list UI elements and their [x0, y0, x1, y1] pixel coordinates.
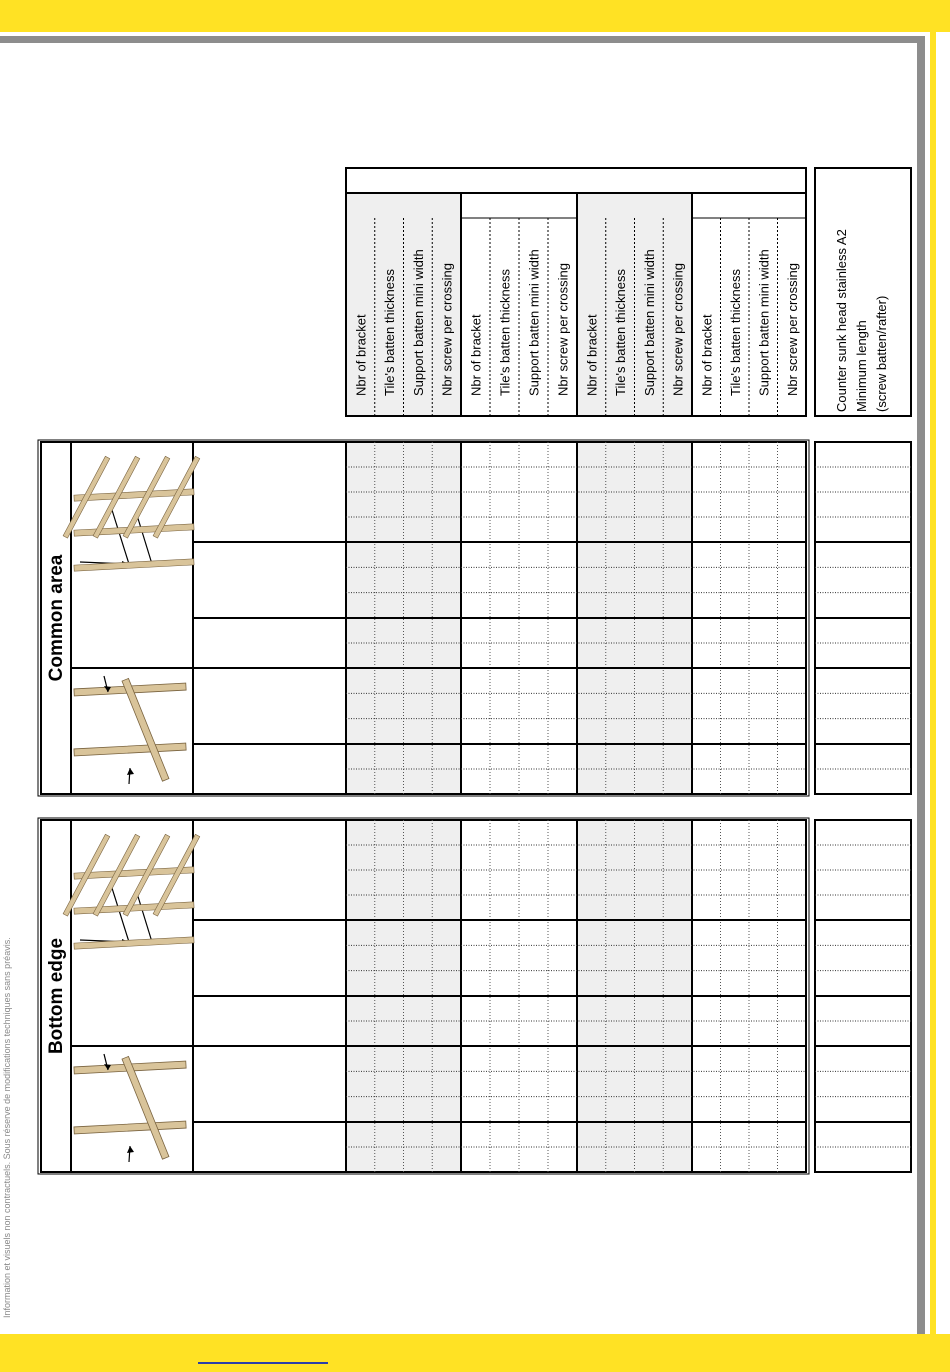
column-header-label: Tile's batten thickness [727, 268, 743, 396]
section-title: Bottom edge [46, 937, 67, 1055]
column-header-label: Nbr screw per crossing [439, 263, 455, 396]
disclaimer-text: Information et visuels non contractuels. Sous réserve de modifications techniques sans préavis. [2, 937, 12, 1318]
column-header-label: Tile's batten thickness [497, 268, 513, 396]
batten-grid-illustration [63, 456, 200, 571]
batten-crossing-illustration [74, 1054, 186, 1162]
column-header-label: Nbr screw per crossing [670, 263, 686, 396]
column-header-label: Tile's batten thickness [613, 268, 629, 396]
screw-note-line2: Minimum length [854, 320, 869, 412]
section-bottom-edge [38, 818, 911, 1174]
column-header-label: Nbr screw per crossing [784, 263, 800, 396]
column-header-label: Support batten mini width [641, 249, 657, 396]
section-title: Common area [46, 554, 67, 682]
column-header-label: Nbr of bracket [468, 314, 484, 396]
column-header-label: Nbr screw per crossing [555, 263, 571, 396]
section-common-area [38, 440, 911, 796]
screw-note-line3: (screw batten/rafter) [874, 295, 889, 412]
column-header-label: Support batten mini width [526, 249, 542, 396]
column-header-block [346, 168, 806, 416]
column-header-label: Nbr of bracket [353, 314, 369, 396]
batten-crossing-illustration [74, 676, 186, 784]
batten-grid-illustration [63, 834, 200, 949]
column-header-label: Nbr of bracket [584, 314, 600, 396]
column-header-label: Tile's batten thickness [382, 268, 398, 396]
column-header-label: Support batten mini width [410, 249, 426, 396]
column-header-label: Support batten mini width [756, 249, 772, 396]
column-header-label: Nbr of bracket [699, 314, 715, 396]
screw-note-line1: Counter sunk head stainless A2 [834, 229, 849, 412]
screw-note-block [815, 168, 911, 416]
